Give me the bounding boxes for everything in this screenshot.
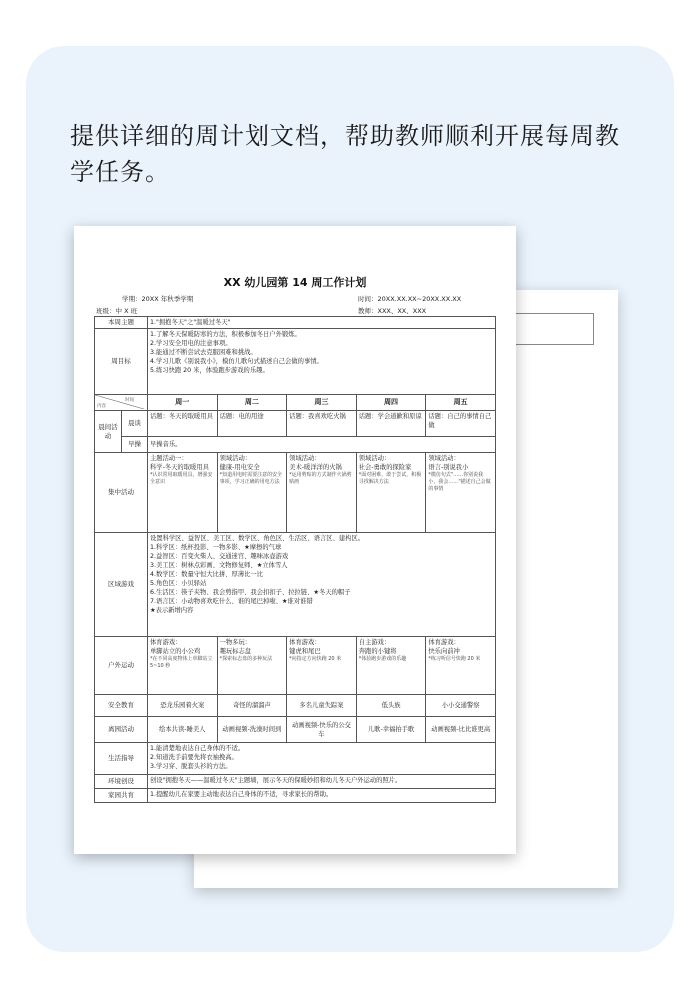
theme-value: 1."拥抱冬天"之"温暖过冬天" [147, 317, 495, 329]
focus-note: *认识常用取暖用具，增强安全意识 [149, 472, 213, 485]
outdoor-type: 一物多玩： [219, 639, 252, 646]
goal-item: 1.了解冬天保暖防寒的方法，积极参加冬日户外锻炼。 [149, 331, 301, 338]
table-row [95, 637, 496, 695]
table-row [95, 437, 496, 453]
area-cell [147, 533, 495, 637]
area-label: 区域游戏 [95, 533, 148, 637]
focus-type: 领域活动： [428, 455, 460, 462]
table-row [95, 717, 496, 743]
outdoor-cell [287, 637, 357, 695]
area-item: 7.语言区：小动物喜欢吃什么、谁的尾巴掉啦、★谁对谁错 [149, 598, 313, 605]
focus-note: *模仿句式"……你别说我小，我会……"描述自己会做的事情 [428, 472, 491, 492]
leave-cell: 儿歌-幸福拍手歌 [356, 717, 426, 743]
safety-cell: 多名儿童失踪案 [287, 695, 357, 717]
env-value: 创设"拥抱冬天——温暖过冬天"主题墙，展示冬天的保暖妙招和幼儿冬天户外运动的照片。 [147, 775, 495, 789]
headline-text: 提供详细的周计划文档，帮助教师顺利开展每周教学任务。 [70, 122, 620, 186]
safety-cell: 奇怪的溜溜声 [217, 695, 287, 717]
table-row [95, 743, 496, 775]
leave-label: 离园活动 [95, 717, 148, 743]
talk-cell: 话题：自己的事情自己做 [426, 411, 496, 437]
focus-note: *知道用电时需要注意的安全事项，学习正确的用电方法 [219, 472, 283, 485]
outdoor-title: 奔跑的小键将 [358, 648, 397, 655]
table-row [95, 695, 496, 717]
focus-cell [287, 453, 357, 533]
safety-cell: 恐龙乐园着火案 [147, 695, 217, 717]
goal-item: 3.能通过不断尝试去克服困难和挑战。 [149, 349, 257, 356]
area-item: 设置科学区、益智区、美工区、数学区、角色区、生活区、语言区、建构区。 [149, 535, 365, 542]
outdoor-title: 快乐向前冲 [428, 648, 460, 655]
table-row [95, 453, 496, 533]
exercise-label: 早操 [122, 437, 148, 453]
focus-title: 健康-用电安全 [219, 464, 260, 471]
area-item: 1.科学区：纸杯投影、一物多影、★摩擦的气球 [149, 544, 282, 551]
goal-item: 5.练习快跑 20 米，体验跑步游戏的乐趣。 [149, 367, 269, 374]
outdoor-cell [217, 637, 287, 695]
table-row [95, 317, 496, 329]
focus-label: 集中活动 [95, 453, 148, 533]
talk-cell: 话题：冬天的取暖用具 [147, 411, 217, 437]
table-row [95, 395, 496, 411]
outdoor-cell [147, 637, 217, 695]
table-row [95, 775, 496, 789]
weekly-plan-table [94, 316, 496, 803]
outdoor-title: 键虎和尾巴 [289, 648, 321, 655]
talk-label: 晨谈 [122, 411, 148, 437]
goal-item: 2.学习安全用电的注意事项。 [149, 340, 232, 347]
goals-cell [147, 329, 495, 395]
focus-title: 科学-冬天的取暖用具 [149, 464, 209, 471]
leave-cell: 动画视频-快乐的公交车 [287, 717, 357, 743]
talk-cell: 话题：我喜欢吃火锅 [287, 411, 357, 437]
area-item: 2.益智区：百变火柴人、交通迷宫、趣味冰壶游戏 [149, 553, 289, 560]
leave-cell: 绘本共读-睡美人 [147, 717, 217, 743]
outdoor-type: 自主游戏： [358, 639, 391, 646]
outdoor-note: *在不同高度物体上单脚站立 5~10 秒 [149, 656, 213, 669]
outdoor-title: 单脚站立的小公鸡 [149, 648, 201, 655]
goal-item: 4.学习儿歌《别说我小》，模仿儿歌句式描述自己会做的事情。 [149, 358, 323, 365]
diag-content-label: 内容 [97, 404, 106, 409]
outdoor-note: *探索标志盘的多种玩法 [219, 656, 273, 662]
day-header: 周一 [147, 395, 217, 411]
focus-cell [426, 453, 496, 533]
day-header: 周二 [217, 395, 287, 411]
life-item: 1.能清楚地表达自己身体的不适。 [149, 745, 245, 752]
focus-type: 主题活动一： [149, 455, 188, 462]
leave-cell: 动画视频-洗澡时间到 [217, 717, 287, 743]
outdoor-type: 体育游戏： [149, 639, 182, 646]
talk-cell: 话题：学会道歉和原谅 [356, 411, 426, 437]
area-item: 5.角色区：小贝驿站 [149, 580, 207, 587]
outdoor-type: 体育游戏： [428, 639, 460, 646]
focus-cell [356, 453, 426, 533]
day-header: 周三 [287, 395, 357, 411]
area-item: 3.美工区：树林点彩画、文物修复师、★立体雪人 [149, 562, 288, 569]
teacher-text: 教师：XXX、XX、XXX [358, 307, 427, 315]
focus-title: 语言-别说我小 [428, 464, 469, 471]
focus-title: 美术-暖洋洋的火锅 [289, 464, 342, 471]
safety-cell: 低头族 [356, 695, 426, 717]
life-label: 生活指导 [95, 743, 148, 775]
area-item: 4.数学区：数量守恒大比拼、厚薄比一比 [149, 571, 264, 578]
life-item: 3.学习穿、脱套头衫的方法。 [149, 763, 232, 770]
leave-cell: 动画视频-比比谁更高 [426, 717, 496, 743]
env-label: 环境创设 [95, 775, 148, 789]
outdoor-cell [356, 637, 426, 695]
class-text: 班级：中 X 班 [96, 307, 138, 315]
day-header: 周四 [356, 395, 426, 411]
table-row [95, 789, 496, 803]
diag-time-label: 时间 [125, 398, 134, 403]
time-text: 时间：20XX.XX.XX~20XX.XX.XX [358, 295, 462, 303]
exercise-value: 早操音乐。 [147, 437, 495, 453]
outdoor-label: 户外运动 [95, 637, 148, 695]
diagonal-header-cell [95, 395, 148, 411]
outdoor-note: *向指定方向快跑 20 米 [289, 656, 342, 662]
talk-cell: 话题：电的用途 [217, 411, 287, 437]
area-item: 6.生活区：筷子夹物、我会剪指甲、我会扣扣子、拉拉链、★冬天的帽子 [149, 589, 351, 596]
focus-title: 社会-勇敢的探险家 [358, 464, 412, 471]
focus-note: *面对困难，敢于尝试，积极寻找解决方法 [358, 472, 422, 485]
focus-type: 领域活动： [358, 455, 391, 462]
morning-label: 晨间活动 [95, 411, 122, 453]
home-value: 1.提醒幼儿在家要主动地表达自己身体的不适，寻求家长的帮助。 [147, 789, 495, 803]
table-row [95, 533, 496, 637]
outdoor-note: *练习听信号快跑 20 米 [428, 656, 481, 662]
focus-cell [147, 453, 217, 533]
outdoor-cell [426, 637, 496, 695]
area-item: ★表示新增内容 [149, 607, 194, 614]
document-title: XX 幼儿园第 14 周工作计划 [223, 276, 367, 289]
goals-label: 周目标 [95, 329, 148, 395]
table-row [95, 329, 496, 395]
weekly-plan-document [74, 226, 516, 854]
outdoor-title: 趣玩标志盘 [219, 648, 252, 655]
safety-label: 安全教育 [95, 695, 148, 717]
focus-note: *运用剪贴的方式制作火锅剪贴画 [289, 472, 352, 485]
day-header: 周五 [426, 395, 496, 411]
focus-type: 领域活动： [289, 455, 321, 462]
semester-text: 学期：20XX 年秋季学期 [122, 295, 194, 303]
life-item: 2.知道洗手前要先将衣袖挽高。 [149, 754, 238, 761]
life-cell [147, 743, 495, 775]
table-row [95, 411, 496, 437]
outdoor-type: 体育游戏： [289, 639, 321, 646]
focus-cell [217, 453, 287, 533]
safety-cell: 小小交通警察 [426, 695, 496, 717]
outdoor-note: *体验跑步游戏的乐趣 [358, 656, 407, 662]
home-label: 家园共育 [95, 789, 148, 803]
theme-label: 本周主题 [95, 317, 148, 329]
focus-type: 领域活动： [219, 455, 252, 462]
